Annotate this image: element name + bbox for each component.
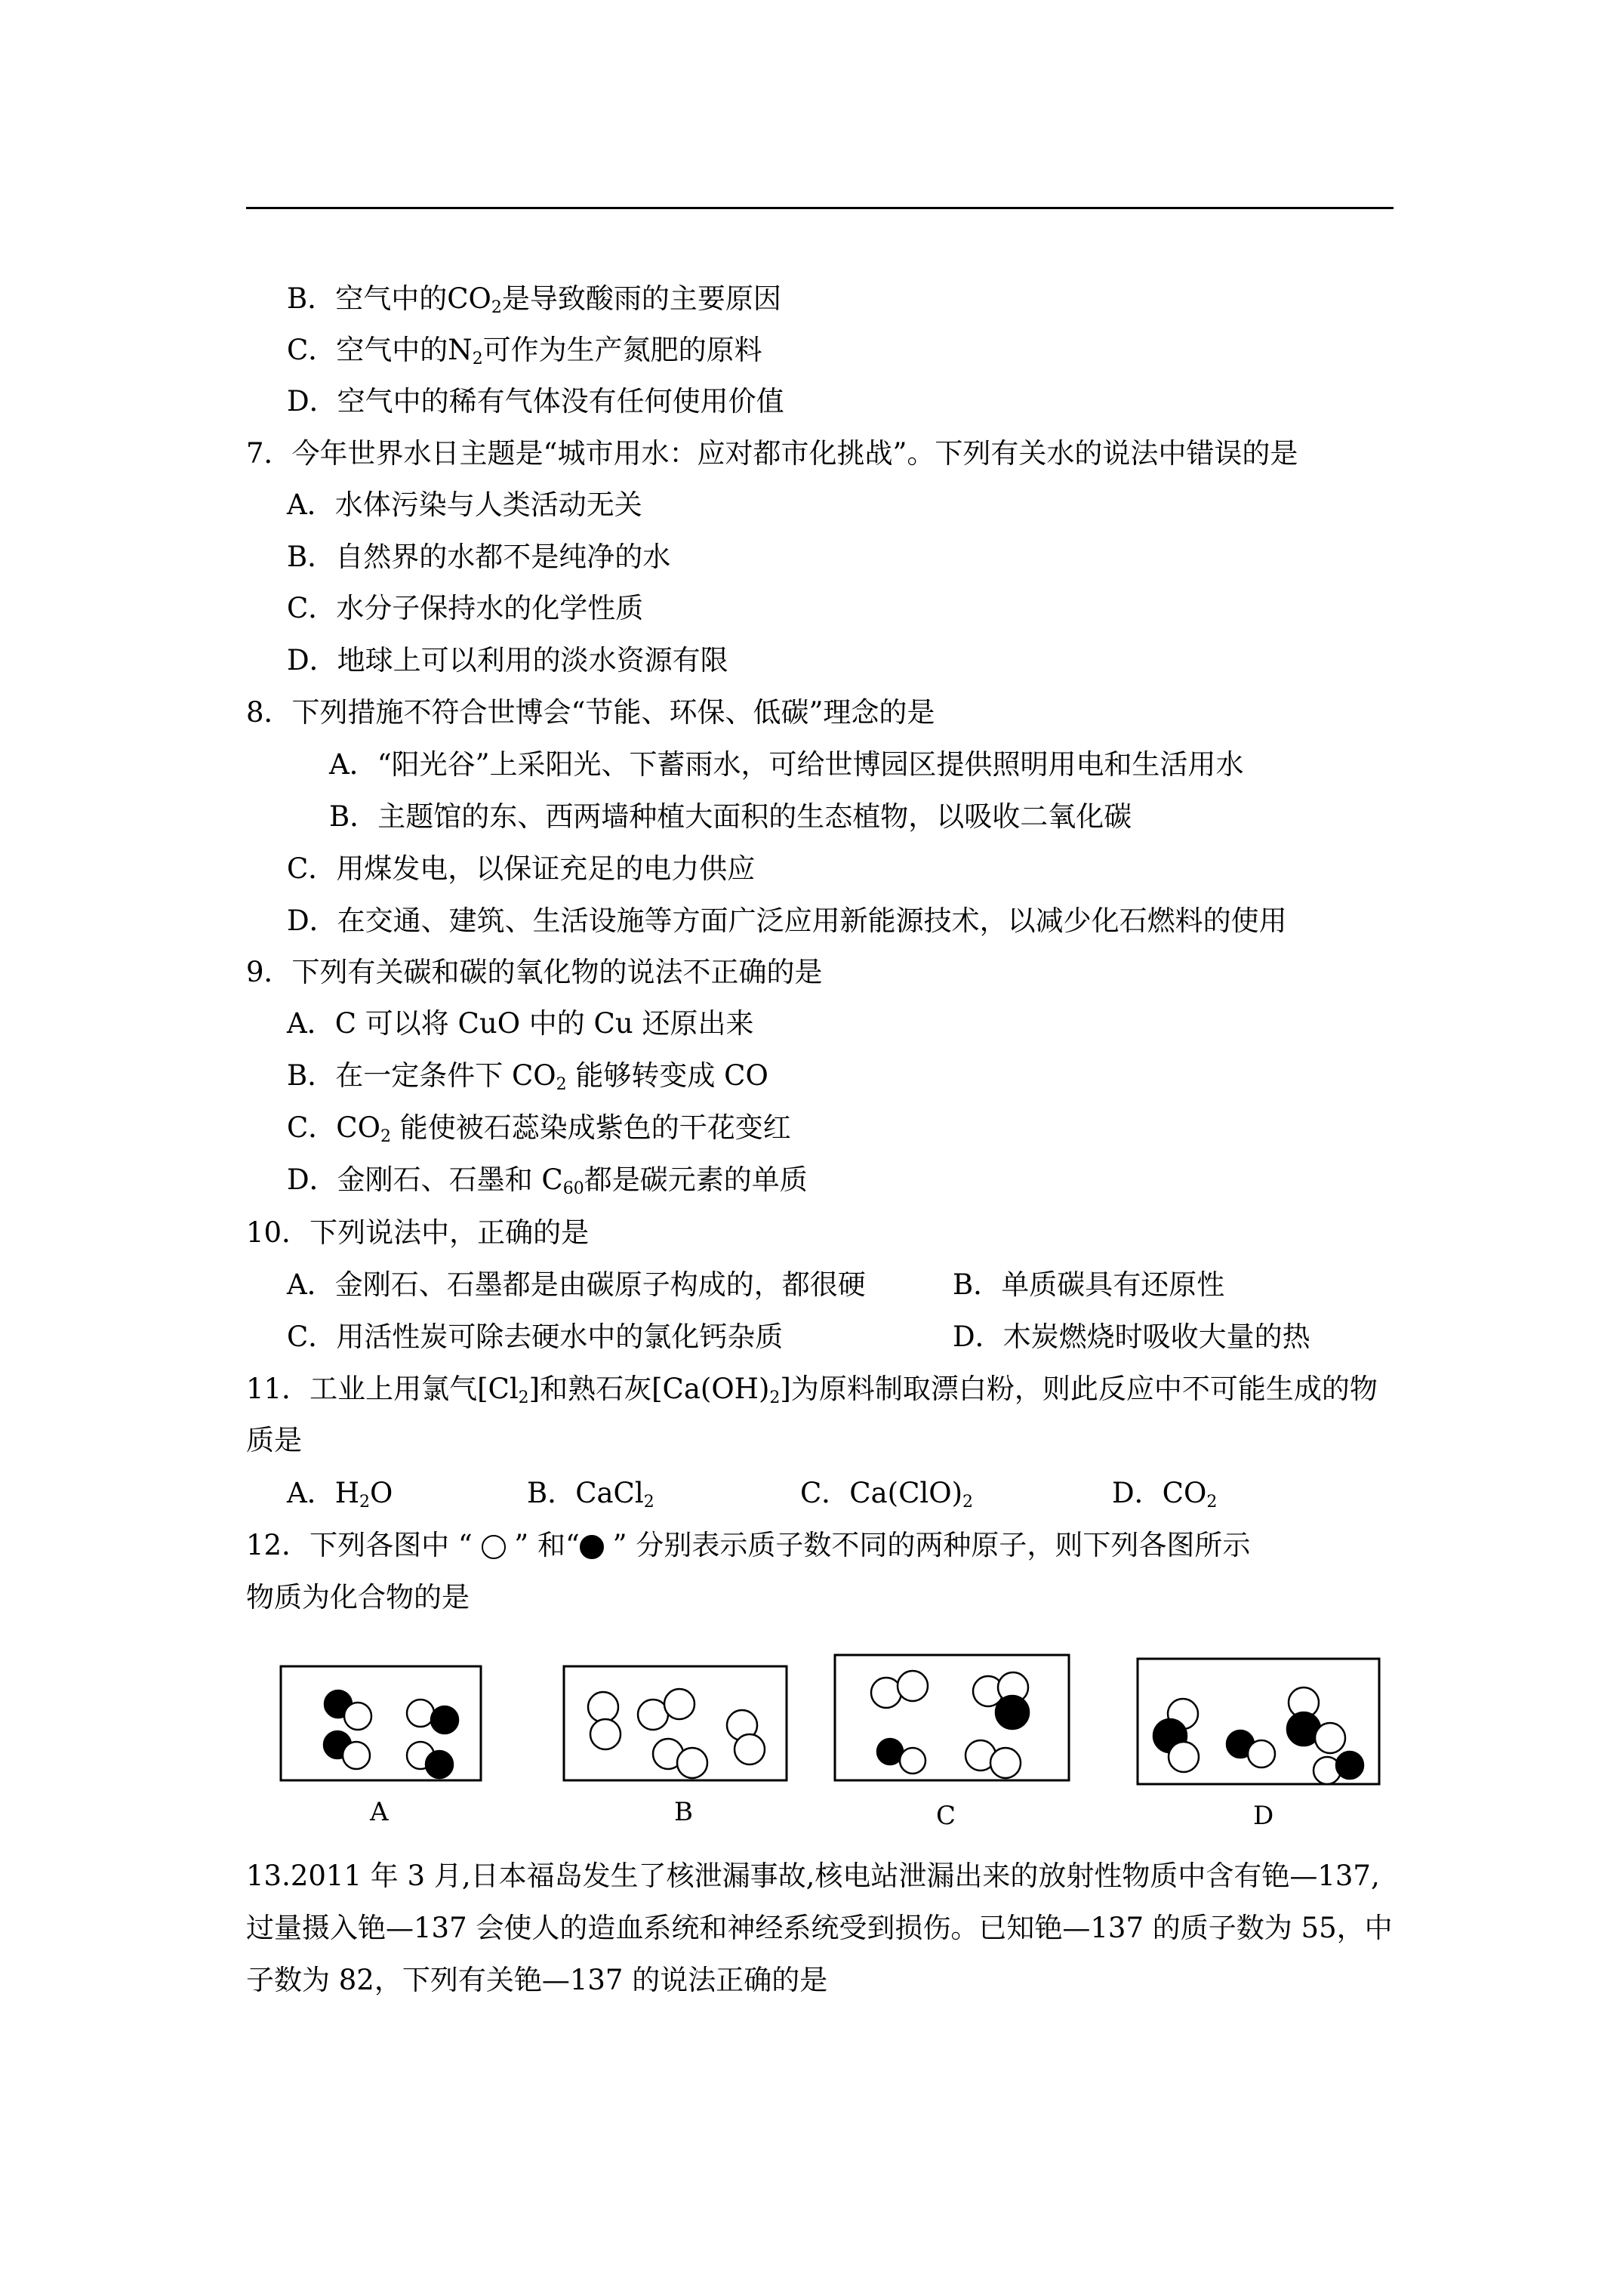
figure-b (562, 1665, 789, 1786)
q9-option-c: C．$CO_2$ 能使被石蕊染成紫色的干花变红 (287, 1111, 791, 1146)
q9-option-b: B．在一定条件下 $CO_2$ 能够转变成 CO (287, 1059, 768, 1094)
q11-option-a: A．$H_2O$ (287, 1477, 393, 1512)
figure-d (1136, 1657, 1381, 1789)
figure-c-label: C (936, 1801, 956, 1831)
q6-option-d: D．空气中的稀有气体没有任何使用价值 (287, 385, 784, 418)
q8-stem: 8．下列措施不符合世博会“节能、环保、低碳”理念的是 (246, 696, 935, 729)
q8-option-b: B．主题馆的东、西两墙种植大面积的生态植物，以吸收二氧化碳 (329, 800, 1132, 833)
q8-option-d: D．在交通、建筑、生活设施等方面广泛应用新能源技术，以减少化石燃料的使用 (287, 905, 1287, 937)
figure-c (833, 1653, 1071, 1786)
q12-stem-line2: 物质为化合物的是 (246, 1581, 470, 1613)
q7-option-b: B．自然界的水都不是纯净的水 (287, 541, 671, 573)
q6-option-b: B．空气中的$CO_2$是导致酸雨的主要原因 (287, 282, 781, 317)
q11-option-b: B．CaCl$_2$ (527, 1477, 654, 1512)
header-rule (246, 207, 1394, 209)
q8-option-c: C．用煤发电，以保证充足的电力供应 (287, 852, 756, 885)
q10-option-d: D．木炭燃烧时吸收大量的热 (953, 1321, 1310, 1353)
q13-stem-line1: 13.2011 年 3 月,日本福岛发生了核泄漏事故,核电站泄漏出来的放射性物质中含有铯—137, (246, 1860, 1380, 1892)
figure-a-label: A (370, 1797, 389, 1827)
q13-stem-line2: 过量摄入铯—137 会使人的造血系统和神经系统受到损伤。已知铯—137 的质子数为 55，中 (246, 1912, 1393, 1944)
q7-option-d: D．地球上可以利用的淡水资源有限 (287, 644, 728, 676)
figure-d-label: D (1253, 1801, 1274, 1831)
q10-option-a: A．金刚石、石墨都是由碳原子构成的，都很硬 (287, 1268, 866, 1301)
filled-circle-icon (580, 1535, 604, 1559)
q7-option-a: A．水体污染与人类活动无关 (287, 488, 642, 521)
q8-option-a: A．“阳光谷”上采阳光、下蓄雨水，可给世博园区提供照明用电和生活用水 (329, 748, 1244, 781)
q7-stem: 7．今年世界水日主题是“城市用水：应对都市化挑战”。下列有关水的说法中错误的是 (246, 437, 1298, 470)
q9-option-a: A．C 可以将 CuO 中的 Cu 还原出来 (287, 1007, 754, 1040)
q6-option-c: C．空气中的$N_2$可作为生产氮肥的原料 (287, 334, 762, 368)
q12-stem-line1: 12．下列各图中 “ ” 和“ ” 分别表示质子数不同的两种原子，则下列各图所示 (246, 1529, 1251, 1561)
q9-stem: 9．下列有关碳和碳的氧化物的说法不正确的是 (246, 956, 823, 988)
q11-option-c: C．$Ca(ClO)_2$ (800, 1477, 974, 1512)
q7-option-c: C．水分子保持水的化学性质 (287, 592, 644, 624)
q10-stem: 10．下列说法中，正确的是 (246, 1216, 590, 1249)
open-circle-icon (482, 1535, 506, 1559)
q13-stem-line3: 子数为 82，下列有关铯—137 的说法正确的是 (246, 1964, 828, 1996)
figure-b-label: B (674, 1797, 693, 1827)
q11-option-d: D．$CO_2$ (1112, 1477, 1218, 1512)
figure-a (279, 1665, 483, 1786)
q10-option-c: C．用活性炭可除去硬水中的氯化钙杂质 (287, 1321, 784, 1353)
q10-option-b: B．单质碳具有还原性 (953, 1268, 1225, 1301)
q11-stem-line2: 质是 (246, 1424, 302, 1456)
q9-option-d: D．金刚石、石墨和 $C_{60}$都是碳元素的单质 (287, 1163, 808, 1198)
q11-stem-line1: 11．工业上用氯气$[Cl_2]$和熟石灰$[Ca(OH)_2]$为原料制取漂白粉，则此反应中不可能生成的物 (246, 1373, 1378, 1407)
